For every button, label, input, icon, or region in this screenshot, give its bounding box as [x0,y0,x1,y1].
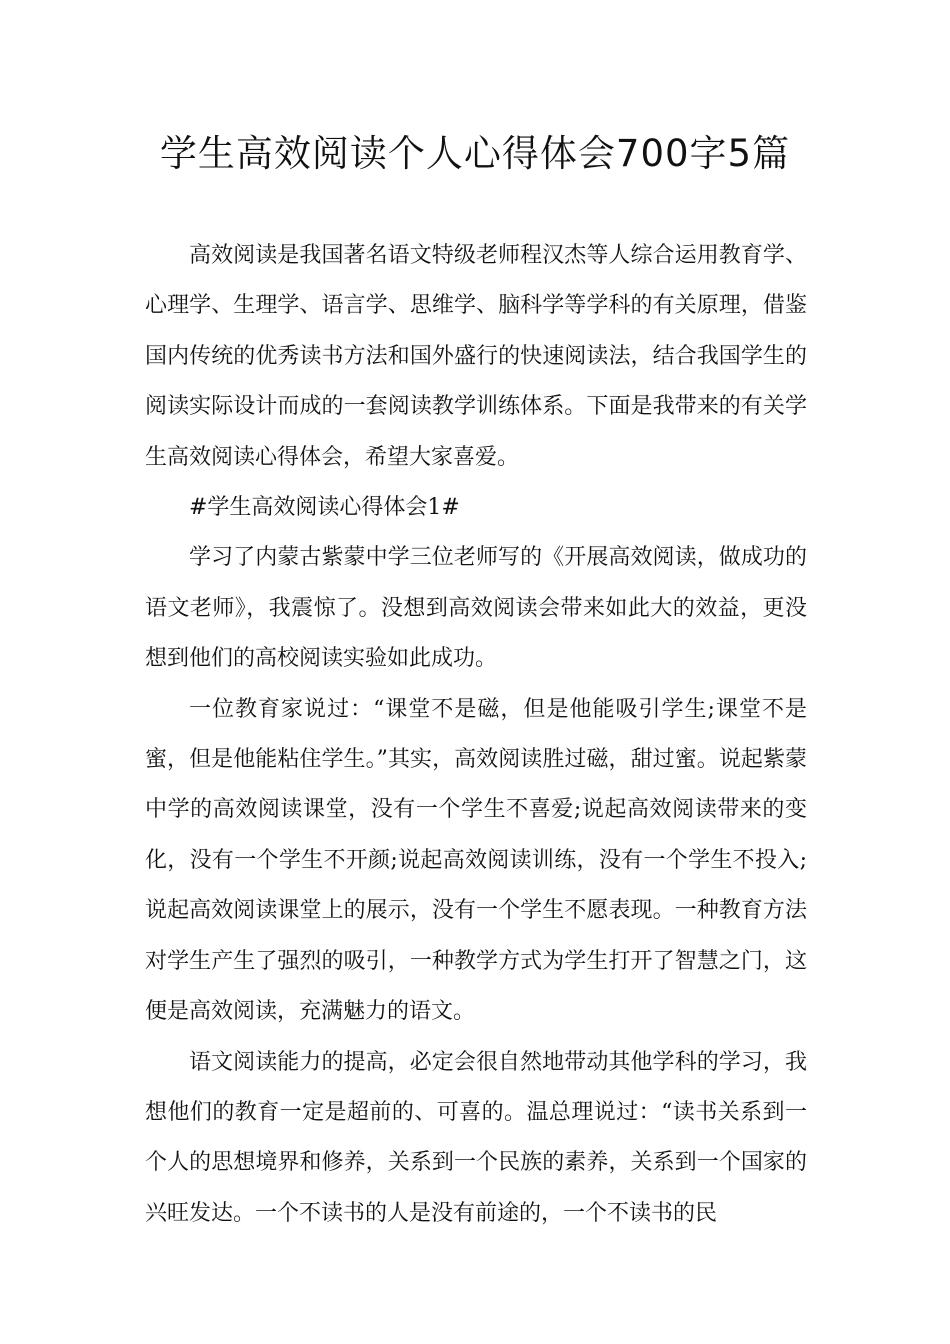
paragraph: 语文阅读能力的提高，必定会很自然地带动其他学科的学习，我想他们的教育一定是超前的、可喜的。温总理说过：“读书关系到一个人的思想境界和修养，关系到一个民族的素养，关系到一个国家的兴旺发达。一个不读书的人是没有前途的，一个不读书的民 [145,1049,807,1226]
paragraph-intro: 高效阅读是我国著名语文特级老师程汉杰等人综合运用教育学、心理学、生理学、语言学、思维学、脑科学等学科的有关原理，借鉴国内传统的优秀读书方法和国外盛行的快速阅读法，结合我国学生的阅读实际设计而成的一套阅读教学训练体系。下面是我带来的有关学生高效阅读心得体会，希望大家喜爱。 [145,243,807,470]
paragraph: 一位教育家说过：“课堂不是磁，但是他能吸引学生;课堂不是蜜，但是他能粘住学生。”其实，高效阅读胜过磁，甜过蜜。说起紫蒙中学的高效阅读课堂，没有一个学生不喜爱;说起高效阅读带来的变化，没有一个学生不开颜;说起高效阅读训练，没有一个学生不投入;说起高效阅读课堂上的展示，没有一个学生不愿表现。一种教育方法对学生产生了强烈的吸引，一种教学方式为学生打开了智慧之门，这便是高效阅读，充满魅力的语文。 [145,696,807,1025]
paragraph: 学习了内蒙古紫蒙中学三位老师写的《开展高效阅读，做成功的语文老师》，我震惊了。没想到高效阅读会带来如此大的效益，更没想到他们的高校阅读实验如此成功。 [145,545,807,672]
document-body [145,231,807,1239]
section-heading-1: #学生高效阅读心得体会1# [189,495,460,521]
document-title: 学生高效阅读个人心得体会700字5篇 [159,132,791,175]
